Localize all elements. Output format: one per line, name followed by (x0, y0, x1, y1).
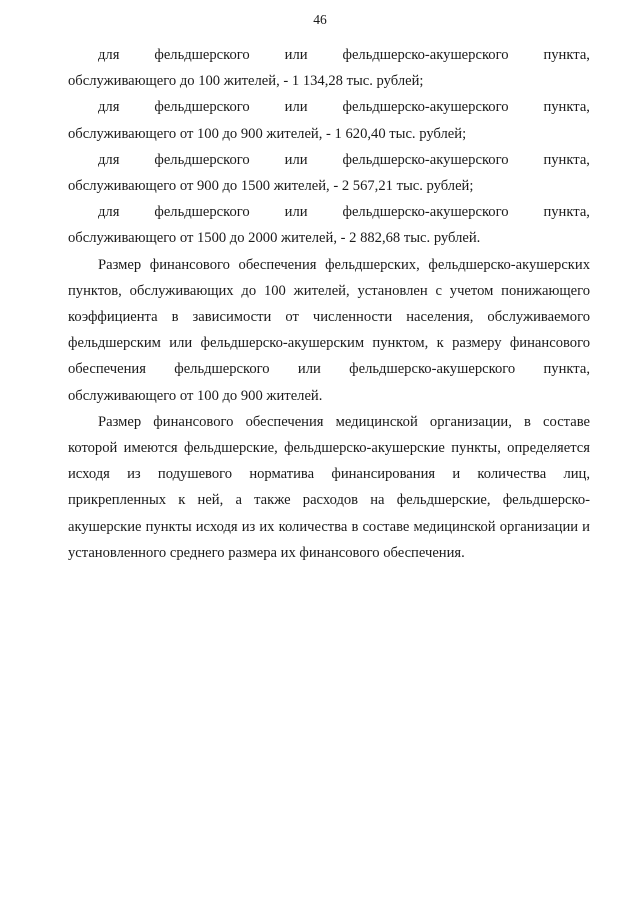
word: или (284, 151, 308, 168)
list-item-tail: обслуживающего до 100 жителей, - 1 134,28 тыс. рублей; (68, 73, 424, 90)
word: фельдшерского (154, 204, 250, 221)
list-item (68, 42, 590, 94)
word: пункта, (543, 151, 590, 168)
word: фельдшерско-акушерского (342, 99, 509, 116)
word: фельдшерско-акушерского (342, 47, 509, 63)
list-item-tail: обслуживающего от 1500 до 2000 жителей, - 2 882,68 тыс. рублей. (68, 230, 481, 247)
list-item-lead (68, 147, 590, 173)
word: фельдшерско-акушерского (342, 151, 509, 168)
word: пункта, (543, 204, 590, 221)
word: фельдшерского (154, 47, 250, 63)
word: для (98, 204, 120, 221)
word: фельдшерского (154, 99, 250, 116)
word: или (284, 204, 308, 221)
page-number: 46 (313, 12, 327, 27)
word: пункта, (543, 47, 590, 63)
paragraph: Размер финансового обеспечения фельдшерских, фельдшерско-акушерских пунктов, обслуживающих до 100 жителей, установлен с учетом понижающего коэффициента в зависимости от численности населения, обслуживаемого фельдшерским или фельдшерско-акушерским пунктом, к размеру финансового обеспечения фельдшерского или фельдшерско-акушерского пункта, обслуживающего от 100 до 900 жителей. (68, 256, 590, 404)
word: или (284, 47, 308, 63)
word: для (98, 47, 120, 63)
list-item (68, 199, 590, 251)
list-item-lead (68, 199, 590, 225)
word: или (284, 99, 308, 116)
word: фельдшерско-акушерского (342, 204, 509, 221)
paragraph: Размер финансового обеспечения медицинской организации, в составе которой имеются фельдшерские, фельдшерско-акушерские пункты, определяется исходя из подушевого норматива финансирования и количества лиц, прикрепленных к ней, а также расходов на фельдшерские, фельдшерско-акушерские пункты исходя из их количества в составе медицинской организации и установленного среднего размера их финансового обеспечения. (68, 413, 590, 561)
list-item-tail: обслуживающего от 900 до 1500 жителей, - 2 567,21 тыс. рублей; (68, 178, 474, 195)
list-item-tail: обслуживающего от 100 до 900 жителей, - 1 620,40 тыс. рублей; (68, 125, 467, 142)
list-item (68, 147, 590, 199)
word: для (98, 99, 120, 116)
list-item (68, 94, 590, 146)
list-item-lead (68, 94, 590, 120)
word: для (98, 151, 120, 168)
word: фельдшерского (154, 151, 250, 168)
list-item-lead (68, 42, 590, 68)
word: пункта, (543, 99, 590, 116)
document-body (68, 42, 590, 566)
